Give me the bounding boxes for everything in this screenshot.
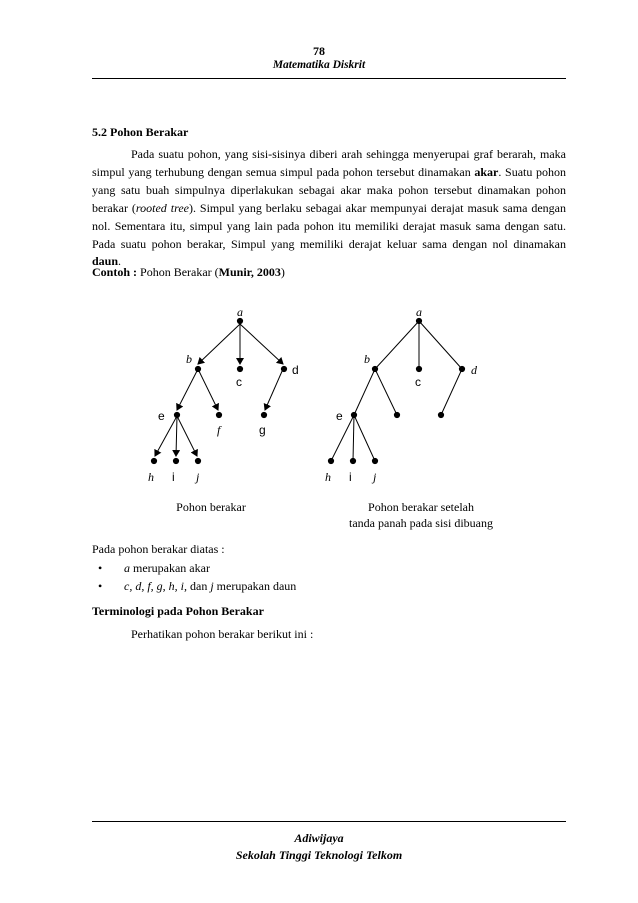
- edge-e-i: [176, 416, 177, 456]
- label-c: c: [236, 375, 242, 389]
- bullet-marker: •: [98, 561, 103, 575]
- right-caption-line-2: tanda panah pada sisi dibuang: [349, 516, 493, 530]
- page-number: 78: [313, 44, 325, 58]
- term-rooted-tree: rooted tree: [135, 200, 189, 215]
- node-j: [372, 458, 377, 463]
- paragraph-part-3: ). Simpul yang berlaku sebagai akar mempunyai derajat masuk sama dengan nol. Sementara itu, simpul yang lain pada pohon itu memiliki derajat masuk sama dengan satu. Pada suatu pohon berakar, Simpul yang memiliki derajat keluar sama dengan nol dinamakan: [92, 200, 566, 251]
- label-a: a: [416, 305, 422, 319]
- bullet-mid: dan: [187, 578, 211, 593]
- left-tree: [151, 318, 286, 463]
- label-b: b: [364, 352, 370, 366]
- edge-a-d: [419, 321, 462, 369]
- node-h: [328, 458, 333, 463]
- edge-b-f: [198, 369, 218, 410]
- edge-b-e: [354, 369, 375, 415]
- label-b: b: [186, 352, 192, 366]
- edge-e-i: [353, 415, 354, 461]
- running-title: Matematika Diskrit: [272, 59, 366, 71]
- bullet-item-root: [98, 560, 296, 578]
- label-h: h: [325, 470, 331, 484]
- edge-a-d: [240, 324, 283, 364]
- label-j: j: [196, 470, 200, 484]
- edge-a-b: [375, 321, 419, 369]
- node-a: [237, 318, 242, 323]
- label-i: i: [349, 470, 352, 484]
- left-caption: Pohon berakar: [176, 500, 246, 514]
- terminology-heading-text: Terminologi pada Pohon Berakar: [92, 604, 264, 618]
- node-d: [281, 366, 286, 371]
- node-e: [351, 412, 356, 417]
- node-b: [195, 366, 200, 371]
- label-e: e: [336, 409, 343, 423]
- bullet-italic: c, d, f, g, h, i,: [124, 578, 187, 593]
- node-h: [151, 458, 156, 463]
- node-f: [394, 412, 399, 417]
- edge-e-j: [177, 416, 197, 456]
- node-c: [237, 366, 242, 371]
- node-g: [438, 412, 443, 417]
- paragraph-part-2: . Suatu pohon yang satu buah simpulnya diperlakukan sebagai akar maka pohon tersebut dinamakan pohon berakar (: [92, 164, 566, 215]
- terminology-heading: [92, 604, 264, 619]
- edge-a-b: [198, 324, 240, 364]
- term-daun: daun: [92, 254, 119, 269]
- bullet-italic-2: j: [210, 578, 214, 593]
- label-j: j: [373, 470, 377, 484]
- edge-e-j: [354, 415, 375, 461]
- node-i: [350, 458, 355, 463]
- bullet-italic: a: [124, 561, 130, 575]
- notes-intro: Pada pohon berakar diatas :: [92, 542, 225, 556]
- paragraph-part-4: .: [118, 254, 122, 269]
- label-c: c: [415, 375, 421, 389]
- label-e: e: [158, 409, 165, 423]
- node-a: [416, 318, 421, 323]
- footer-author: Adiwijaya: [294, 831, 344, 845]
- edge-b-e: [177, 369, 198, 410]
- bullet-item-leaves: [98, 578, 296, 596]
- node-j: [195, 458, 200, 463]
- node-e: [174, 412, 179, 417]
- edge-d-g: [265, 369, 283, 410]
- section-heading: 5.2 Pohon Berakar: [92, 125, 189, 139]
- edge-b-f: [375, 369, 397, 415]
- example-close: ): [280, 265, 285, 279]
- label-i: i: [172, 470, 175, 484]
- notes-bullet-list: [98, 560, 296, 595]
- bullet-marker: •: [98, 578, 103, 593]
- footer-institution: Sekolah Tinggi Teknologi Telkom: [235, 848, 403, 862]
- example-source: Munir, 2003: [218, 265, 281, 279]
- label-d: d: [292, 363, 299, 377]
- example-text: Pohon Berakar (: [137, 265, 219, 279]
- label-d: d: [471, 363, 477, 377]
- label-f: f: [217, 423, 221, 437]
- left-tree-labels: [148, 305, 299, 514]
- node-i: [173, 458, 178, 463]
- example-label: Contoh :: [92, 265, 138, 279]
- label-h: h: [148, 470, 154, 484]
- right-caption-line-1: Pohon berakar setelah: [368, 500, 474, 514]
- node-b: [372, 366, 377, 371]
- edge-d-g: [441, 369, 462, 415]
- paragraph-part-1: Pada suatu pohon, yang sisi-sisinya diberi arah sehingga menyerupai graf berarah, maka simpul yang terhubung dengan semua simpul pada pohon tersebut dinamakan: [92, 147, 566, 179]
- bullet-text: merupakan akar: [130, 561, 210, 575]
- terminology-intro: Perhatikan pohon berakar berikut ini :: [131, 627, 314, 641]
- node-d: [459, 366, 464, 371]
- node-f: [216, 412, 221, 417]
- node-c: [416, 366, 421, 371]
- node-g: [261, 412, 266, 417]
- term-akar: akar: [474, 164, 499, 179]
- right-tree: [328, 318, 464, 463]
- right-tree-labels: [325, 305, 493, 530]
- label-g: g: [259, 423, 266, 437]
- bullet-text: merupakan daun: [213, 578, 297, 593]
- label-a: a: [237, 305, 243, 319]
- footer-rule: [92, 821, 566, 822]
